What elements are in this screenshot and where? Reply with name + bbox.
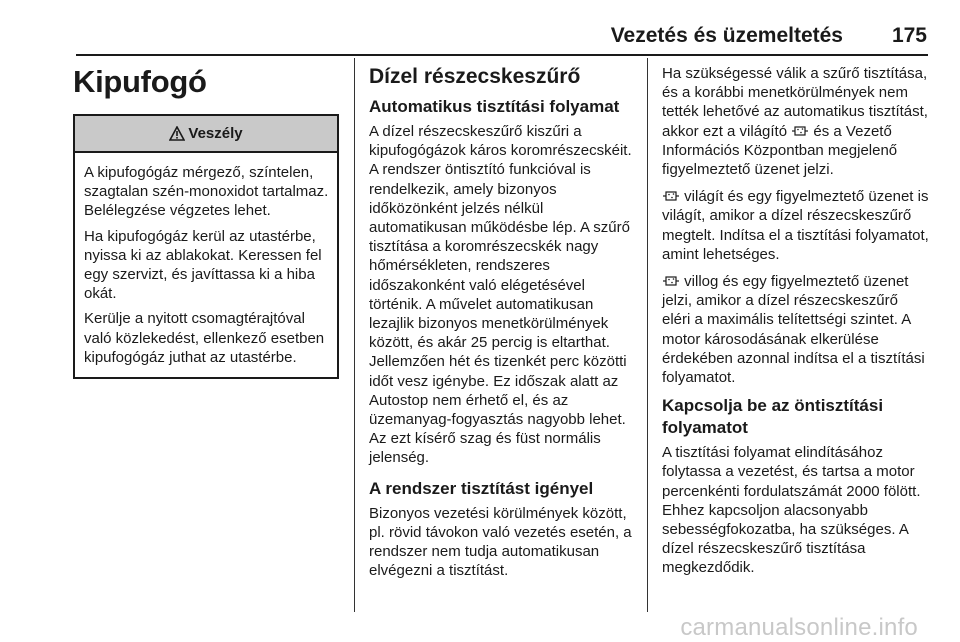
- column-1: [73, 64, 341, 379]
- dpf-icon: [792, 124, 808, 138]
- text-part: és a Vezető Információs Központban megjelenő figyelmeztető üzenet jelzi.: [662, 122, 898, 179]
- watermark: carmanualsonline.info: [680, 614, 918, 641]
- section-title: Dízel részecskeszűrő: [369, 65, 581, 88]
- paragraph-filter-full: [662, 187, 930, 264]
- text-part: világít és egy figyelmeztető üzenet is világít, amikor a dízel részecskeszűrő megtelt. Indítsa el a tisztítási folyamatot, amint lehetséges.: [662, 188, 929, 263]
- header-rule: [76, 54, 928, 56]
- paragraph-auto-cleaning: A dízel részecskeszűrő kiszűri a kipufogógázok káros koromrészecskéit. A rendszer öntisztító funkcióval is rendelkezik, amely bizonyos időközönként jelzés nélkül automatikusan működésbe lép. A szűrő tisztítása a koromrészecskék nagy hőmérsékleten, rendszeres időszakonként való elégetésével történik. A művelet automatikusan lezajlik bizonyos menetkörülmények között, és akár 25 percig is eltarthat. Jellemzően hét és tizenkét perc közötti időt vesz igénybe. Ez időszak alatt az Autostop nem érhető el, és az üzemanyag-fogyasztás nagyobb lehet. Az ezt kísérő szag és füst normális jelenség.: [369, 123, 632, 467]
- column-divider-1: [354, 58, 355, 612]
- page-number: 175: [891, 24, 927, 47]
- warning-label: Veszély: [188, 125, 243, 142]
- dpf-icon: [663, 189, 679, 203]
- subsection-auto-cleaning: Automatikus tisztítási folyamat: [369, 97, 620, 116]
- warning-paragraph-3: Kerülje a nyitott csomagtérajtóval való közlekedést, ellenkező esetben kipufogógáz juthat az utastérbe.: [84, 310, 325, 366]
- chapter-title: Kipufogó: [73, 64, 207, 99]
- paragraph-filter-needs-cleaning: [662, 64, 930, 179]
- subsection-start-cleaning: Kapcsolja be az öntisztítási folyamatot: [662, 396, 884, 438]
- dpf-icon: [663, 274, 679, 288]
- paragraph-filter-max: [662, 272, 930, 387]
- warning-paragraph-2: Ha kipufogógáz kerül az utastérbe, nyissa ki az ablakokat. Keressen fel egy szervizt, és javíttassa ki a hiba okát.: [84, 227, 322, 303]
- warning-paragraph-1: A kipufogógáz mérgező, színtelen, szagtalan szén-monoxidot tartalmaz. Belélegzése végzetes lehet.: [84, 164, 329, 220]
- paragraph-cleaning-required: Bizonyos vezetési körülmények között, pl. rövid távokon való vezetés esetén, a rendszer nem tudja automatikusan elvégezni a tisztítást.: [369, 504, 632, 580]
- column-3: [662, 64, 930, 586]
- page-header: [0, 0, 960, 60]
- column-2: [369, 64, 633, 580]
- warning-triangle-icon: [169, 126, 185, 141]
- paragraph-start-cleaning: A tisztítási folyamat elindításához folytassa a vezetést, és tartsa a motor percenkénti fordulatszámát 2000 fölött. Ehhez kapcsoljon alacsonyabb sebességfokozatba, ha szükséges. A dízel részecskeszűrő tisztítása megkezdődik.: [662, 444, 921, 577]
- text-part: Ha szükségessé válik a szűrő tisztítása, és a korábbi menetkörülmények nem tették lehetővé az automatikus tisztítást, akkor ezt a világító: [662, 65, 928, 140]
- warning-box: [73, 114, 339, 379]
- subsection-cleaning-required: A rendszer tisztítást igényel: [369, 478, 594, 498]
- column-divider-2: [647, 58, 648, 612]
- running-title: Vezetés és üzemeltetés: [610, 24, 843, 47]
- text-part: villog és egy figyelmeztető üzenet jelzi, amikor a dízel részecskeszűrő eléri a maximális telítettségi szintet. A motor károsodásának elkerülése érdekében azonnal indítsa el a tisztítási folyamatot.: [662, 273, 925, 387]
- warning-body: [75, 153, 337, 377]
- warning-header: [75, 116, 337, 153]
